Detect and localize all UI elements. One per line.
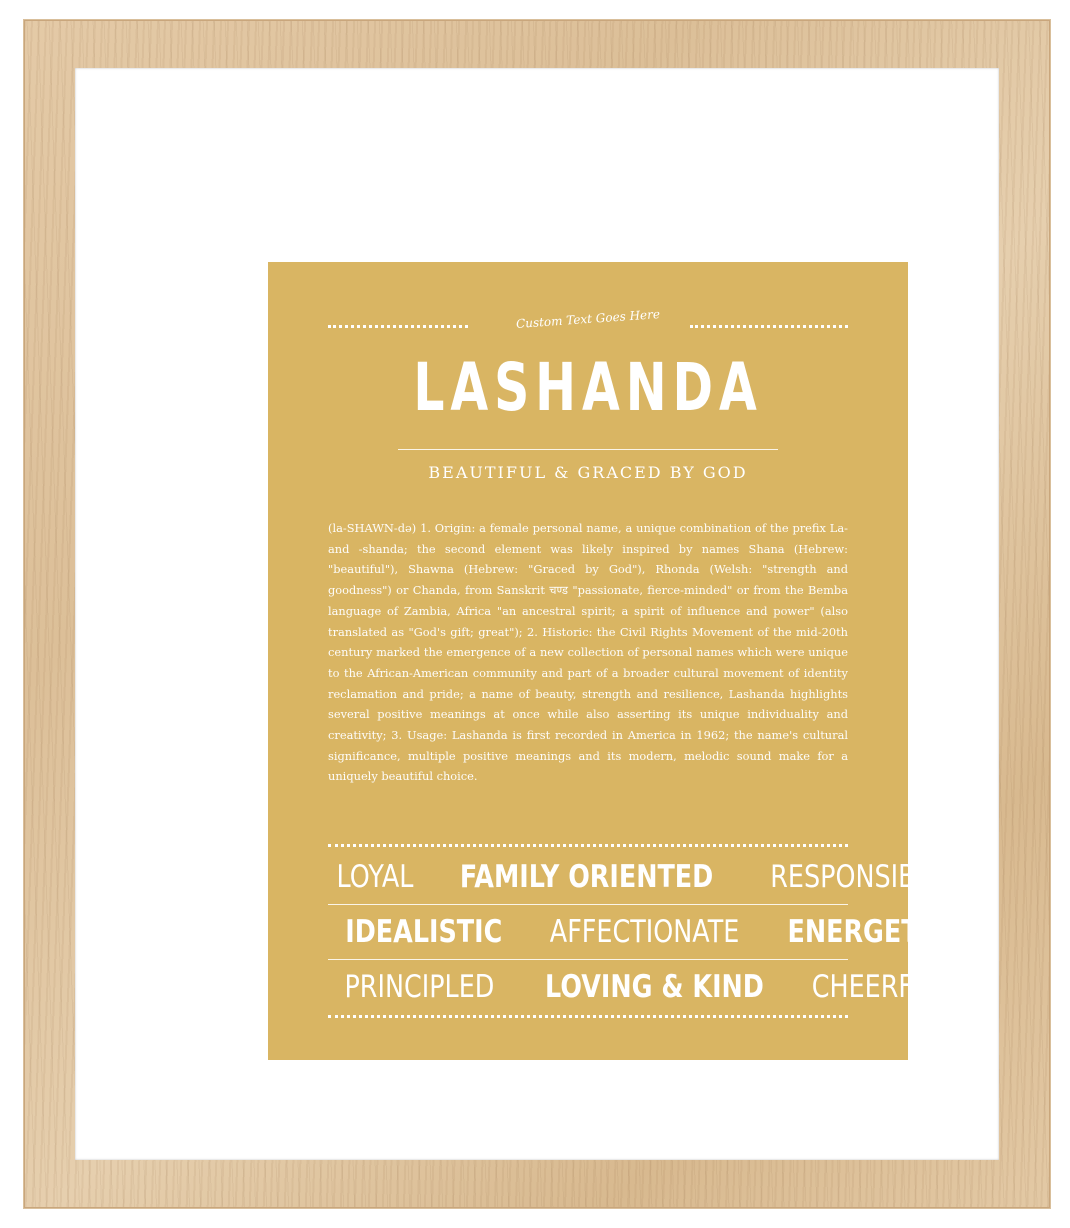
traits-divider-1: [328, 904, 848, 905]
traits-top-dotted-rule: [328, 844, 848, 847]
trait-word: LOVING & KIND: [544, 969, 764, 1005]
trait-word: RESPONSIBLE: [769, 859, 946, 895]
trait-word: ENERGETIC: [787, 914, 948, 950]
name-definition: (la-SHAWN-də) 1. Origin: a female personal name, a unique combination of the prefix La- and -shanda; the second element was likely inspired by names Shana (Hebrew: "beautiful"), Shawna (Hebrew: "Graced by God"), Rhonda (Welsh: "strength and goodness") or Chanda, from Sanskrit चण्ड "passionate, fierce-minded" or from the Bemba language of Zambia, Africa "an ancestral spirit; a spirit of influence and power" (also translated as "God's gift; great"); 2. Historic: the Civil Rights Movement of the mid-20th century marked the emergence of a new collection of personal names which were unique to the African-American community and part of a broader cultural movement of identity reclamation and pride; a name of beauty, strength and resilience, Lashanda highlights several positive meanings at once while also asserting its unique individuality and creativity; 3. Usage: Lashanda is first recorded in America in 1962; the name's cultural significance, multiple positive meanings and its modern, melodic sound make for a uniquely beautiful choice.: [328, 521, 848, 784]
trait-word: FAMILY ORIENTED: [459, 859, 714, 895]
traits-bottom-dotted-rule: [328, 1015, 848, 1018]
traits-divider-2: [328, 959, 848, 960]
trait-word: AFFECTIONATE: [550, 914, 740, 950]
white-mat-board: [75, 68, 999, 1160]
wood-picture-frame: [24, 20, 1050, 1208]
top-right-dotted-rule: [690, 325, 848, 328]
trait-word: PRINCIPLED: [344, 969, 495, 1005]
name-meaning: BEAUTIFUL & GRACED BY GOD: [428, 463, 748, 482]
trait-word: CHEERFUL: [812, 969, 947, 1005]
name-underline-rule: [398, 449, 778, 450]
top-left-dotted-rule: [328, 325, 468, 328]
trait-word: IDEALISTIC: [345, 914, 503, 950]
traits-row-2: [328, 912, 948, 952]
name-meaning-print: [268, 262, 948, 1060]
traits-row-1: [328, 857, 946, 897]
name-title: LASHANDA: [413, 349, 763, 426]
custom-text: Custom Text Goes Here: [515, 306, 661, 332]
traits-row-3: [328, 967, 947, 1007]
trait-word: LOYAL: [336, 859, 414, 895]
